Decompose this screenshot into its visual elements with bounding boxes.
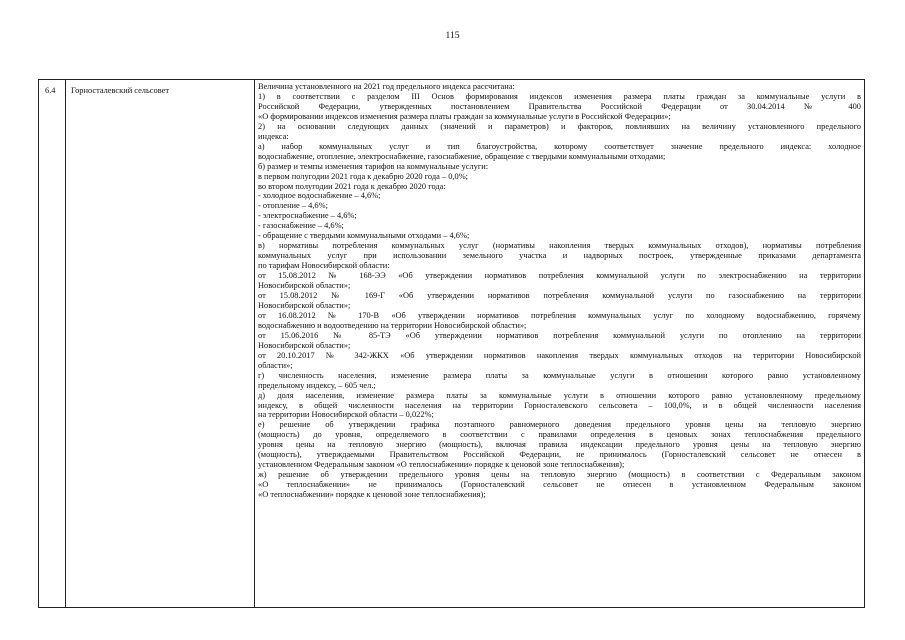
text-line: - отопление – 4,6%;	[258, 201, 328, 211]
text-line: е) решение об утверждении графика поэтапного равномерного доведения предельного уровня цены на тепловую энергию	[258, 420, 861, 430]
text-line: в) нормативы потребления коммунальных услуг (нормативы накопления твердых коммунальных отходов), нормативы потребления	[258, 241, 861, 251]
text-line: индекса:	[258, 131, 289, 141]
text-line: а) набор коммунальных услуг и тип благоустройства, которому соответствует значение предельного индекса: холодное	[258, 141, 861, 151]
text-line: - обращение с твердыми коммунальными отходами – 4,6%;	[258, 231, 470, 241]
text-line: водоснабжению и водоотведению на территории Новосибирской области»;	[258, 320, 527, 330]
text-line: от 20.10.2017 № 342-ЖКХ «Об утверждении нормативов накопления твердых коммунальных отходов на территории Новосибирской	[258, 350, 861, 360]
text-line: области»;	[258, 360, 293, 370]
text-line: во втором полугодии 2021 года к декабрю 2020 года:	[258, 181, 446, 191]
page-number: 115	[445, 31, 460, 41]
text-line: Новосибирской области»;	[258, 281, 351, 291]
text-line: г) численность населения, изменение размера платы за коммунальные услуги в отношении которого равно установленному	[258, 370, 861, 380]
row-number: 6.4	[45, 86, 56, 95]
text-line: предельному индексу, – 605 чел.;	[258, 380, 376, 390]
text-line: ж) решение об утверждении предельного уровня цены на тепловую энергию (мощность) в соответствии с Федеральным законом	[258, 470, 861, 480]
text-line: 2) на основании следующих данных (значений и параметров) и факторов, повлиявших на величину установленного предельного	[258, 121, 861, 131]
text-line: (мощность) до уровня, определяемого в соответствии с правилами определения в ценовых зонах теплоснабжения предельного	[258, 430, 861, 440]
column-divider	[65, 80, 66, 607]
text-line: (мощность), утверждаемыми Правительством Российской Федерации, не принималось (Горносталевский сельсовет не отнесен в	[258, 450, 861, 460]
text-line: от 15.08.2012 № 169-Г «Об утверждении нормативов потребления коммунальной услуги по газоснабжению на территории	[258, 291, 861, 301]
text-line: Величина установленного на 2021 год предельного индекса рассчитана:	[258, 82, 515, 91]
text-line: по тарифам Новосибирской области:	[258, 261, 390, 271]
row-description	[258, 82, 861, 500]
text-line: Российской Федерации, утвержденных постановлением Правительства Российской Федерации от 30.04.2014 № 400	[258, 101, 861, 111]
text-line: Новосибирской области»;	[258, 340, 351, 350]
text-line: индексу, в общей численности населения на территории Горносталевского сельсовета – 100,0%, и в общей численности населения	[258, 400, 861, 410]
text-line: «О формировании индексов изменения размера платы граждан за коммунальные услуги в Российской Федерации»;	[258, 111, 671, 121]
text-line: от 15.08.2012 № 168-ЭЭ «Об утверждении нормативов потребления коммунальной услуги по электроснабжению на территории	[258, 271, 861, 281]
text-line: - газоснабжение – 4,6%;	[258, 221, 344, 231]
text-line: уровня цены на тепловую энергию (мощность), включая правила индексации предельного уровня цены на тепловую энергию	[258, 440, 861, 450]
text-line: «О теплоснабжении» не принималось (Горносталевский сельсовет не отнесен в установленном Федеральным законом	[258, 480, 861, 490]
text-line: д) доля населения, изменение размера платы за коммунальные услуги в отношении которого равно установленному предельному	[258, 390, 861, 400]
text-line: «О теплоснабжении» порядке к ценовой зоне теплоснабжения);	[258, 490, 486, 500]
column-divider	[254, 80, 255, 607]
text-line: б) размер и темпы изменения тарифов на коммунальные услуги:	[258, 161, 489, 171]
text-line: на территории Новосибирской области – 0,022%;	[258, 410, 434, 420]
municipality-name: Горносталевский сельсовет	[71, 86, 169, 95]
text-line: от 16.08.2012 № 170-В «Об утверждении нормативов потребления коммунальных услуг по холодному водоснабжению, горячему	[258, 310, 861, 320]
text-line: - электроснабжение – 4,6%;	[258, 211, 357, 221]
text-line: водоснабжение, отопление, электроснабжение, газоснабжение, обращение с твердыми коммунальными отходами;	[258, 151, 666, 161]
document-table	[38, 79, 865, 608]
text-line: от 15.06.2016 № 85-ТЭ «Об утверждении нормативов потребления коммунальной услуги по отоплению на территории	[258, 330, 861, 340]
text-line: 1) в соответствии с разделом III Основ формирования индексов изменения размера платы граждан за коммунальные услуги в	[258, 91, 861, 101]
text-line: - холодное водоснабжение – 4,6%;	[258, 191, 381, 201]
text-line: в первом полугодии 2021 года к декабрю 2020 года – 0,0%;	[258, 171, 468, 181]
text-line: коммунальных услуг при использовании земельного участка и надворных построек, утвержденные приказами департамента	[258, 251, 861, 261]
text-line: Новосибирской области»;	[258, 300, 351, 310]
text-line: установленном Федеральным законом «О теплоснабжении» порядке к ценовой зоне теплоснабжения);	[258, 460, 625, 470]
